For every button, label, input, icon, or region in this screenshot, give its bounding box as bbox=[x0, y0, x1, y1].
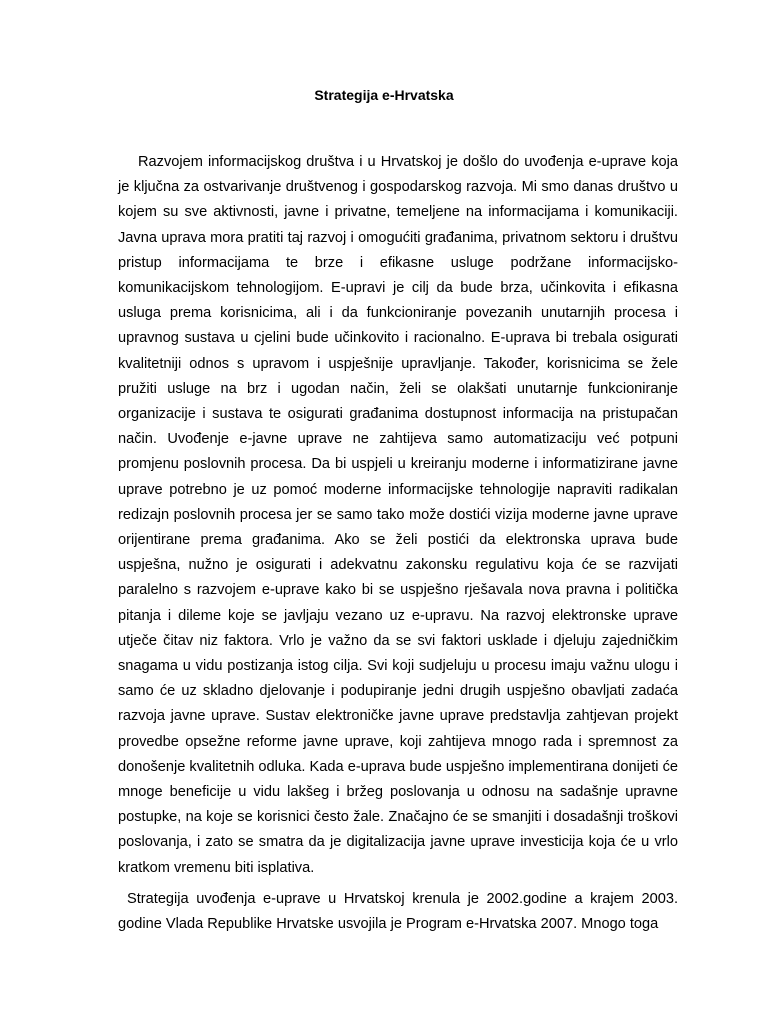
document-title: Strategija e-Hrvatska bbox=[314, 87, 454, 103]
paragraph-2: Strategija uvođenja e-uprave u Hrvatskoj krenula je 2002.godine a krajem 2003. godine Vlada Republike Hrvatske usvojila je Program e-Hrvatska 2007. Mnogo toga bbox=[118, 890, 678, 933]
paragraph-1: Razvojem informacijskog društva i u Hrvatskoj je došlo do uvođenja e-uprave koja je ključna za ostvarivanje društvenog i gospodarskog razvoja. Mi smo danas društvo u kojem su sve aktivnosti, javne i privatne, temeljene na informacijama i komunikaciji. Javna uprava mora pratiti taj razvoj i omogućiti građanima, privatnom sektoru i društvu pristup informacijama te brze i efikasne usluge podržane informacijsko-komunikacijskom tehnologijom. E-upravi je cilj da bude brza, učinkovita i efikasna usluga prema korisnicima, ali i da funkcioniranje povezanih unutarnjih procesa i upravnog sustava u cjelini bude učinkovito i racionalno. E-uprava bi trebala osigurati kvalitetniji odnos s upravom i uspješnije upravljanje. Također, korisnicima se žele pružiti usluge na brz i ugodan način, želi se olakšati unutarnje funkcioniranje organizacije i sustava te osigurati građanima dostupnost informacija na pristupačan način. Uvođenje e-javne uprave ne zahtijeva samo automatizaciju već potpuni promjenu poslovnih procesa. Da bi uspjeli u kreiranju moderne i informatizirane javne uprave potrebno je uz pomoć moderne informacijske tehnologije napraviti radikalan redizajn poslovnih procesa jer se samo tako može dostići vizija moderne javne uprave orijentirane prema građanima. Ako se želi postići da elektronska uprava bude uspješna, nužno je osigurati i adekvatnu zakonsku regulativu koja će se razvijati paralelno s razvojem e-uprave kako bi se uspješno rješavala nova pravna i politička pitanja i dileme koje se javljaju vezano uz e-upravu. Na razvoj elektronske uprave utječe čitav niz faktora. Vrlo je važno da se svi faktori usklade i djeluju zajedničkim snagama u vidu postizanja istog cilja. Svi koji sudjeluju u procesu imaju važnu ulogu i samo će uz skladno djelovanje i podupiranje jedni drugih uspješno obavljati zadaća razvoja javne uprave. Sustav elektroničke javne uprave predstavlja zahtjevan projekt provedbe opsežne reforme javne uprave, koji zahtijeva mnogo rada i spremnost za donošenje kvalitetnih odluka. Kada e-uprava bude uspješno implementirana donijeti će mnoge beneficije u vidu lakšeg i bržeg poslovanja u odnosu na sadašnje upravne postupke, na koje se korisnici često žale. Značajno će se smanjiti i dosadašnji troškovi poslovanja, i zato se smatra da je digitalizacija javne uprave investicija koja će u vrlo kratkom vremenu biti isplativa. bbox=[118, 154, 678, 876]
document-body bbox=[118, 150, 678, 937]
